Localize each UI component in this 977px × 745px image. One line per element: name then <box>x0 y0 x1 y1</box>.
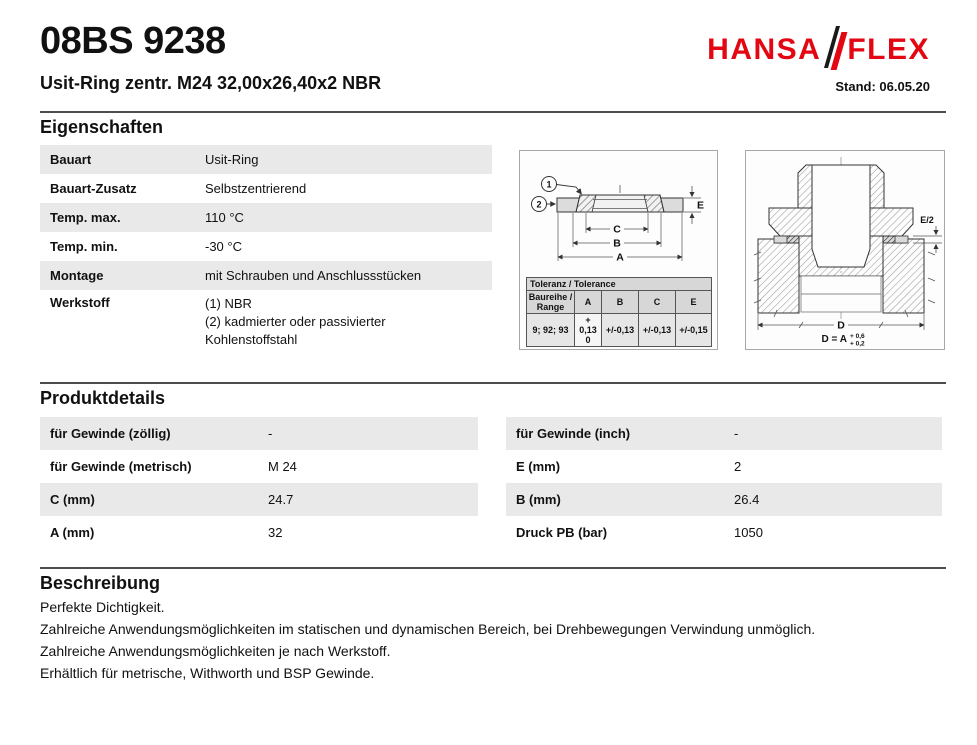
formula-base: D = A <box>821 334 847 345</box>
formula-subscript: + 0,2 <box>850 340 865 348</box>
tolerance-table <box>526 277 712 347</box>
tolerance-col-c: C <box>639 291 676 314</box>
table-row <box>40 483 478 516</box>
table-row <box>40 174 492 203</box>
section-divider <box>40 382 946 384</box>
row-label: Temp. min. <box>50 239 118 254</box>
callout-2-label: 2 <box>536 199 542 210</box>
row-value: 110 °C <box>205 210 244 225</box>
section-heading-beschreibung: Beschreibung <box>40 573 161 593</box>
section-heading-produktdetails: Produktdetails <box>40 388 166 408</box>
table-row <box>40 516 478 549</box>
row-label: Bauart <box>50 152 92 167</box>
row-label: Montage <box>50 268 104 283</box>
fitting-drawing-panel <box>745 150 945 350</box>
table-row <box>40 232 492 261</box>
row-label: Werkstoff <box>50 295 110 310</box>
row-value: 32 <box>268 525 283 540</box>
dimension-a-label: A <box>616 251 624 264</box>
tolerance-col-b: B <box>602 291 639 314</box>
tolerance-range-value: 9; 92; 93 <box>527 314 575 347</box>
tolerance-a-value: + 0,13 0 <box>575 314 602 347</box>
row-label: für Gewinde (zöllig) <box>50 426 171 441</box>
table-row <box>40 450 478 483</box>
row-label: Druck PB (bar) <box>516 525 608 540</box>
logo-text-flex: FLEX <box>847 33 930 66</box>
section-divider <box>40 567 946 569</box>
section-divider <box>40 111 946 113</box>
tolerance-c-value: +/-0,13 <box>639 314 676 347</box>
tolerance-title: Toleranz / Tolerance <box>527 278 712 291</box>
port-block-left <box>758 239 799 313</box>
row-value: 1050 <box>734 525 763 540</box>
produktdetails-table-right <box>506 417 942 549</box>
table-row <box>40 261 492 290</box>
table-row <box>506 483 942 516</box>
table-row <box>40 203 492 232</box>
table-row <box>506 450 942 483</box>
row-value: 2 <box>734 459 742 474</box>
produktdetails-table-left <box>40 417 478 549</box>
hansaflex-logo <box>707 31 930 69</box>
port-block-right <box>883 239 924 313</box>
row-value: Selbstzentrierend <box>205 181 307 196</box>
formula-superscript: + 0,6 <box>850 333 865 340</box>
table-row <box>506 417 942 450</box>
tolerance-e-value: +/-0,15 <box>676 314 712 347</box>
description-line: Perfekte Dichtigkeit. <box>40 599 165 615</box>
description-line: Zahlreiche Anwendungsmöglichkeiten je nach Werkstoff. <box>40 643 391 659</box>
description-line: Erhältlich für metrische, Withworth und BSP Gewinde. <box>40 665 375 681</box>
page-title: 08BS 9238 <box>40 20 226 62</box>
row-value: M 24 <box>268 459 297 474</box>
row-value: -30 °C <box>205 239 242 254</box>
row-value: - <box>734 426 739 441</box>
fitting-section-drawing <box>746 151 944 349</box>
product-subtitle: Usit-Ring zentr. M24 32,00x26,40x2 NBR <box>40 73 382 93</box>
dimension-d-label: D <box>837 319 845 332</box>
fitting-bore <box>812 165 870 267</box>
description-text <box>40 596 815 684</box>
table-row <box>40 290 492 349</box>
row-label: für Gewinde (metrisch) <box>50 459 192 474</box>
tolerance-col-range: Baureihe / Range <box>527 291 575 314</box>
row-label: B (mm) <box>516 492 561 507</box>
row-label: Temp. max. <box>50 210 121 225</box>
tolerance-b-value: +/-0,13 <box>602 314 639 347</box>
usit-ring-drawing-panel <box>519 150 718 350</box>
row-label: A (mm) <box>50 525 95 540</box>
row-value: 26.4 <box>734 492 760 507</box>
usit-ring-section-drawing <box>520 151 717 275</box>
row-label: C (mm) <box>50 492 95 507</box>
table-row <box>40 417 478 450</box>
eigenschaften-table <box>40 145 492 349</box>
dimension-c-label: C <box>613 223 621 236</box>
row-label: Bauart-Zusatz <box>50 181 137 196</box>
dimension-b-label: B <box>613 237 621 250</box>
table-row <box>40 145 492 174</box>
table-row <box>506 516 942 549</box>
dimension-e-label: E <box>697 199 705 212</box>
callout-1-label: 1 <box>546 179 552 190</box>
revision-date: Stand: 06.05.20 <box>835 79 930 94</box>
dimension-e-half-label: E/2 <box>920 215 934 225</box>
row-label: E (mm) <box>516 459 561 474</box>
logo-text-hansa: HANSA <box>707 33 822 66</box>
row-value: mit Schrauben und Anschlussstücken <box>205 268 422 283</box>
row-value: (1) NBR (2) kadmierter oder passivierter Kohlenstoffstahl <box>205 296 386 347</box>
section-heading-eigenschaften: Eigenschaften <box>40 117 164 137</box>
logo-slash-icon <box>822 31 846 69</box>
tolerance-col-a: A <box>575 291 602 314</box>
tolerance-col-e: E <box>676 291 712 314</box>
description-line: Zahlreiche Anwendungsmöglichkeiten im statischen und dynamischen Bereich, bei Drehbewegungen Verwindung unmöglich. <box>40 621 816 637</box>
row-value: Usit-Ring <box>205 152 259 167</box>
row-value: - <box>268 426 273 441</box>
row-value: 24.7 <box>268 492 294 507</box>
row-label: für Gewinde (inch) <box>516 426 631 441</box>
